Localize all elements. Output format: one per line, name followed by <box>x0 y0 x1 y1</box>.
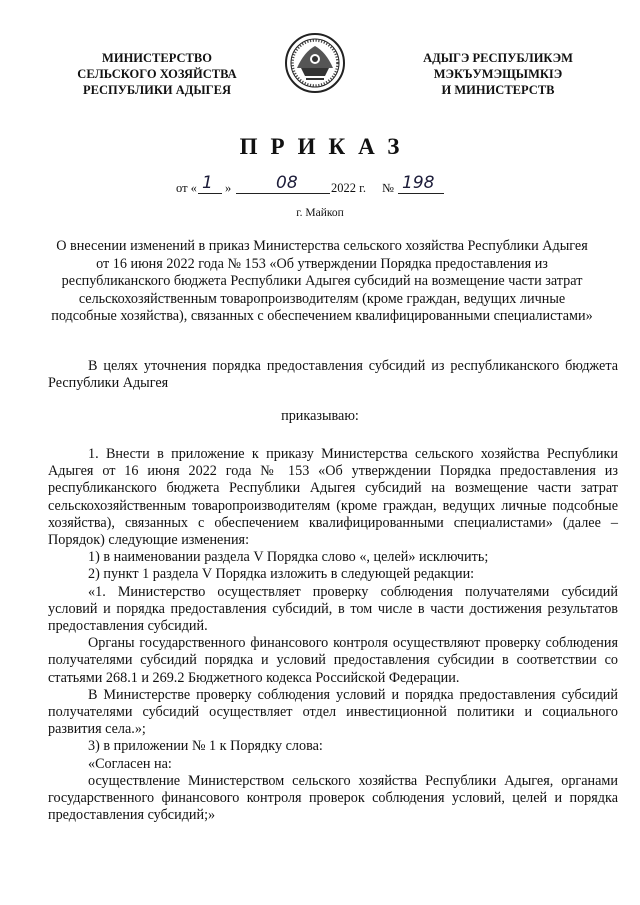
order-word: приказываю: <box>281 408 359 424</box>
date-month: 08 <box>276 173 298 193</box>
document-title: ПРИКАЗ <box>239 134 413 159</box>
preamble <box>48 358 618 392</box>
ministry-name-ru <box>62 50 252 98</box>
paragraph: 3) в приложении № 1 к Порядку слова: <box>88 738 323 755</box>
paragraph: 1) в наименовании раздела V Порядка слово «, целей» исключить; <box>88 549 489 566</box>
paragraph: «1. Министерство осуществляет проверку соблюдения получателями субсидий условий и порядка предоставления субсидий, в том числе в части достижения результатов предоставления субсидий. <box>48 583 618 635</box>
paragraph: Органы государственного финансового контроля осуществляют проверку соблюдения получателями субсидий порядка и условий предоставления субсидии в соответствии со статьями 268.1 и 269.2 Бюджетного кодекса Российской Федерации. <box>48 635 618 686</box>
preamble-text: В целях уточнения порядка предоставления субсидий из республиканского бюджета Республики Адыгея <box>48 358 618 392</box>
date-day: 1 <box>202 173 213 193</box>
coat-of-arms-icon <box>284 32 346 94</box>
ministry-name-adyghe <box>400 50 596 98</box>
paragraph: 2) пункт 1 раздела V Порядка изложить в следующей редакции: <box>88 566 475 583</box>
order-number: 198 <box>402 173 435 193</box>
date-separator: » <box>225 181 232 195</box>
city: г. Майкоп <box>296 207 344 219</box>
ministry-name-ru-line: СЕЛЬСКОГО ХОЗЯЙСТВА <box>77 67 237 81</box>
order-date-line <box>176 173 466 199</box>
ministry-name-adyghe-line: АДЫГЭ РЕСПУБЛИКЭМ <box>423 51 573 65</box>
ministry-name-adyghe-line: И МИНИСТЕРСТВ <box>441 83 555 97</box>
number-sign: № <box>382 181 394 195</box>
ministry-name-ru-line: РЕСПУБЛИКИ АДЫГЕЯ <box>82 83 232 97</box>
paragraph: осуществление Министерством сельского хозяйства Республики Адыгея, органами государственного финансового контроля проверок соблюдения условий, целей и порядка предоставления субсидий;» <box>48 772 618 824</box>
ministry-name-ru-line: МИНИСТЕРСТВО <box>102 51 212 65</box>
paragraph: 1. Внести в приложение к приказу Министерства сельского хозяйства Республики Адыгея от 16 июня 2022 года № 153 «Об утверждении Порядка предоставления из республиканского бюджета Республики Адыгея субсидий на возмещение части затрат сельскохозяйственным товаропроизводителям (кроме граждан, ведущих личные подсобные хозяйства), связанных с обеспечением квалифицированными специалистами» (далее – Порядок) следующие изменения: <box>48 446 618 549</box>
ministry-name-adyghe-line: МЭКЪУМЭЩЫМКIЭ <box>433 67 563 81</box>
date-prefix: от « <box>176 181 197 195</box>
date-year: 2022 г. <box>331 181 366 195</box>
order-body <box>48 446 618 824</box>
paragraph: В Министерстве проверку соблюдения условий и порядка предоставления субсидий получателями субсидий осуществляет отдел инвестиционной политики и социального развития села.»; <box>48 686 618 738</box>
paragraph: «Согласен на: <box>88 755 172 772</box>
order-subject: О внесении изменений в приказ Министерства сельского хозяйства Республики Адыгея от 16 июня 2022 года № 153 «Об утверждении Порядка предоставления из республиканского бюджета Республики Адыгея субсидий на возмещение части затрат сельскохозяйственным товаропроизводителям (кроме граждан, ведущих личные подсобные хозяйства), связанных с обеспечением квалифицированными специалистами» <box>51 238 593 324</box>
